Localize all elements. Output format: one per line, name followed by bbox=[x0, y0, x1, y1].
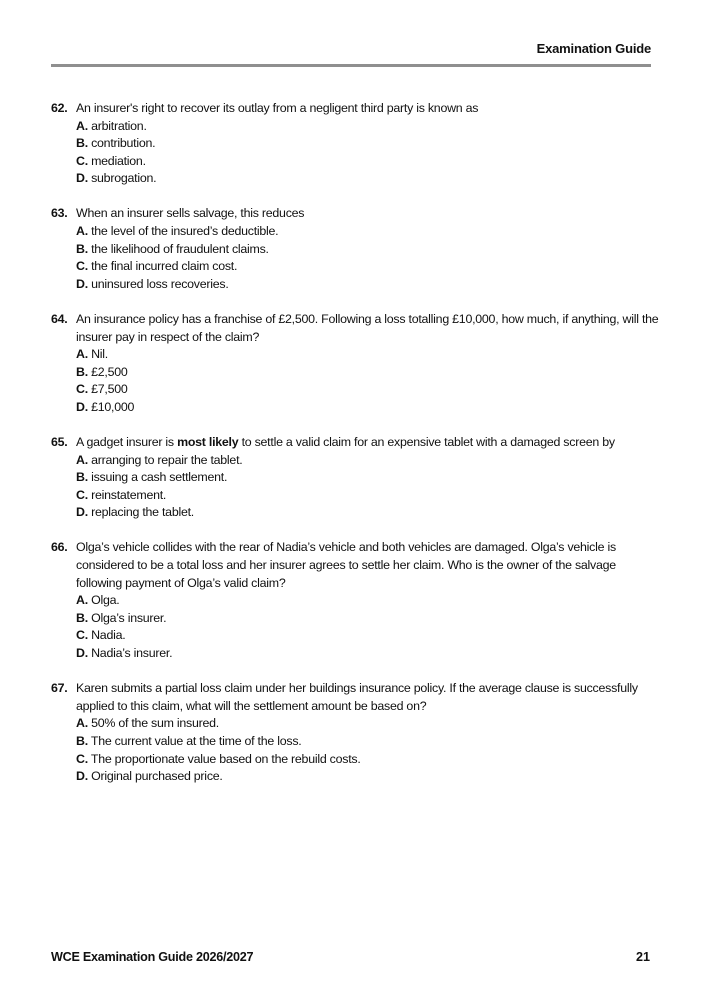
question-63 bbox=[51, 205, 661, 293]
option-a bbox=[76, 592, 661, 610]
option-text: Nil. bbox=[87, 347, 108, 362]
stem-text: When an insurer sells salvage, this reduces bbox=[76, 206, 305, 221]
option-d bbox=[76, 645, 661, 663]
question-number: 65. bbox=[51, 435, 68, 449]
stem-text: A gadget insurer is bbox=[76, 435, 178, 449]
option-text: Nadia. bbox=[87, 628, 126, 643]
option-c bbox=[76, 751, 661, 769]
question-stem bbox=[76, 205, 661, 223]
option-letter: B. bbox=[76, 470, 88, 485]
option-text: Olga’s insurer. bbox=[87, 610, 167, 625]
option-text: the level of the insured’s deductible. bbox=[87, 224, 279, 239]
option-letter: A. bbox=[76, 593, 88, 608]
option-text: issuing a cash settlement. bbox=[87, 470, 228, 485]
option-b bbox=[76, 135, 661, 153]
question-number: 66. bbox=[51, 540, 68, 555]
option-text: contribution. bbox=[87, 136, 156, 151]
option-letter: D. bbox=[76, 646, 88, 661]
option-c bbox=[76, 487, 661, 505]
option-letter: A. bbox=[76, 118, 88, 133]
option-text: 50% of the sum insured. bbox=[87, 716, 219, 731]
option-text: £7,500 bbox=[87, 382, 128, 397]
option-text: Olga. bbox=[87, 593, 120, 608]
option-letter: B. bbox=[76, 364, 88, 379]
option-letter: C. bbox=[76, 153, 88, 168]
option-text: £2,500 bbox=[87, 364, 128, 379]
question-number: 64. bbox=[51, 311, 68, 326]
option-text: arbitration. bbox=[87, 118, 147, 133]
option-letter: C. bbox=[76, 487, 88, 502]
question-number: 67. bbox=[51, 681, 68, 696]
option-a bbox=[76, 223, 661, 241]
page-number: 21 bbox=[635, 950, 650, 964]
option-b bbox=[76, 364, 661, 382]
option-b bbox=[76, 610, 661, 628]
option-a bbox=[76, 346, 661, 364]
option-letter: A. bbox=[76, 347, 88, 362]
option-text: £10,000 bbox=[87, 399, 135, 414]
option-c bbox=[76, 381, 661, 399]
question-67 bbox=[51, 680, 661, 786]
question-stem bbox=[76, 311, 661, 346]
option-text: the final incurred claim cost. bbox=[87, 259, 238, 274]
option-letter: C. bbox=[76, 259, 88, 274]
option-letter: B. bbox=[76, 136, 88, 151]
stem-emphasis: most likely bbox=[177, 435, 239, 449]
footer-title: WCE Examination Guide 2026/2027 bbox=[51, 950, 254, 964]
option-text: Nadia’s insurer. bbox=[87, 646, 173, 661]
option-a bbox=[76, 118, 661, 136]
question-stem bbox=[76, 100, 661, 118]
question-list bbox=[51, 100, 661, 803]
option-d bbox=[76, 399, 661, 417]
question-64 bbox=[51, 311, 661, 417]
option-letter: C. bbox=[76, 751, 88, 766]
option-b bbox=[76, 241, 661, 259]
option-c bbox=[76, 627, 661, 645]
question-66 bbox=[51, 539, 661, 662]
option-letter: D. bbox=[76, 505, 88, 520]
option-a bbox=[76, 452, 661, 470]
option-letter: B. bbox=[76, 610, 88, 625]
stem-text: An insurance policy has a franchise of £2,500. Following a loss totalling £10,000, how much, if anything, will the insurer pay in respect of the claim? bbox=[76, 311, 659, 344]
option-letter: D. bbox=[76, 276, 88, 291]
option-text: replacing the tablet. bbox=[87, 505, 194, 520]
option-letter: B. bbox=[76, 733, 88, 748]
option-letter: A. bbox=[76, 716, 88, 731]
option-text: uninsured loss recoveries. bbox=[87, 276, 229, 291]
option-letter: A. bbox=[76, 224, 88, 239]
option-d bbox=[76, 170, 661, 188]
option-d bbox=[76, 276, 661, 294]
header-divider bbox=[51, 64, 651, 67]
stem-text-continued: to settle a valid claim for an expensive tablet with a damaged screen by bbox=[238, 435, 615, 449]
option-text: reinstatement. bbox=[87, 487, 167, 502]
question-number: 62. bbox=[51, 101, 68, 115]
option-c bbox=[76, 258, 661, 276]
option-a bbox=[76, 715, 661, 733]
option-letter: C. bbox=[76, 628, 88, 643]
option-text: subrogation. bbox=[87, 171, 157, 186]
option-letter: D. bbox=[76, 399, 88, 414]
stem-text: An insurer's right to recover its outlay from a negligent third party is known as bbox=[76, 101, 479, 115]
option-text: Original purchased price. bbox=[87, 769, 223, 784]
option-text: mediation. bbox=[87, 153, 146, 168]
question-stem bbox=[76, 434, 661, 452]
option-letter: B. bbox=[76, 241, 88, 256]
option-letter: A. bbox=[76, 452, 88, 467]
stem-text: Karen submits a partial loss claim under her buildings insurance policy. If the average clause is successfully applied to this claim, what will the settlement amount be based on? bbox=[76, 681, 638, 713]
option-letter: C. bbox=[76, 382, 88, 397]
question-number: 63. bbox=[51, 206, 68, 221]
header-title: Examination Guide bbox=[536, 41, 651, 56]
option-b bbox=[76, 469, 661, 487]
option-text: The current value at the time of the loss. bbox=[87, 733, 302, 748]
question-stem bbox=[76, 680, 661, 715]
option-d bbox=[76, 504, 661, 522]
option-letter: D. bbox=[76, 769, 88, 784]
option-d bbox=[76, 768, 661, 786]
question-65 bbox=[51, 434, 661, 522]
option-letter: D. bbox=[76, 171, 88, 186]
option-text: arranging to repair the tablet. bbox=[87, 452, 243, 467]
question-62 bbox=[51, 100, 661, 188]
question-stem bbox=[76, 539, 661, 592]
option-b bbox=[76, 733, 661, 751]
option-c bbox=[76, 153, 661, 171]
stem-text: Olga’s vehicle collides with the rear of Nadia’s vehicle and both vehicles are damaged. Olga’s vehicle is considered to be a total loss and her insurer agrees to settle her claim. Who is the owner of the salvage following payment of Olga’s valid claim? bbox=[76, 540, 616, 590]
option-text: The proportionate value based on the rebuild costs. bbox=[87, 751, 361, 766]
option-text: the likelihood of fraudulent claims. bbox=[87, 241, 269, 256]
